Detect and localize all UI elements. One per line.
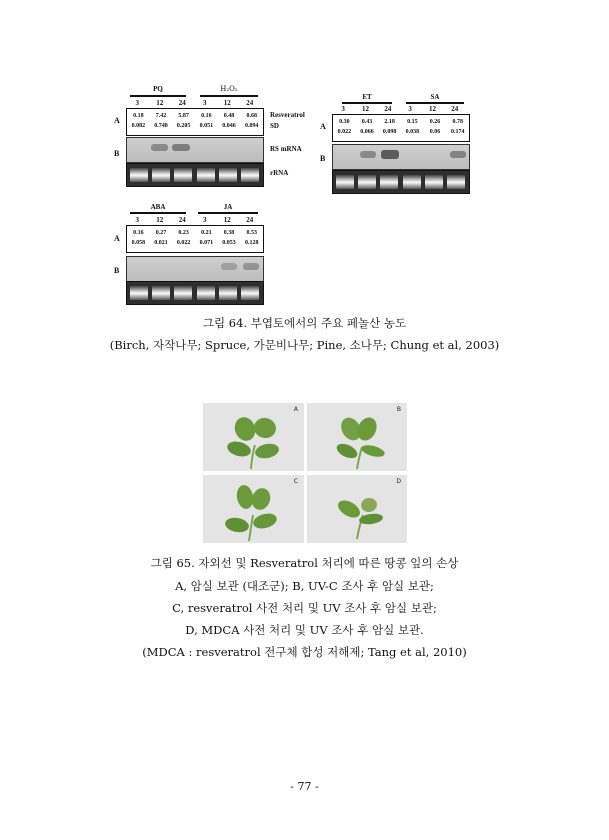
rs-mrna-band — [172, 144, 190, 151]
value-cell: 0.48 — [223, 113, 235, 119]
value-cell: 0.26 — [429, 119, 441, 125]
value-cell: 2.18 — [384, 119, 395, 125]
figure65-caption-line: A, 암실 보관 (대조군); B, UV-C 조사 후 암실 보관; — [175, 579, 434, 593]
value-cell: 0.68 — [246, 113, 257, 119]
group-underline — [198, 212, 258, 214]
leaf-photo-d — [307, 475, 407, 543]
time-label: 3 — [203, 99, 207, 107]
group-label-pq: PQ — [153, 85, 163, 93]
value-cell: 0.022 — [337, 129, 352, 135]
time-label: 3 — [408, 105, 412, 113]
time-label: 24 — [178, 99, 186, 107]
time-label: 12 — [361, 105, 369, 113]
value-cell: 0.021 — [154, 240, 168, 246]
time-labels — [126, 216, 261, 224]
photo-letter: C — [293, 478, 298, 485]
value-cell: 0.098 — [382, 129, 397, 135]
value-cell: 0.53 — [246, 230, 257, 236]
row-label-b: B — [114, 266, 120, 275]
group-underline — [342, 102, 392, 104]
value-cell: 0.38 — [223, 230, 235, 236]
value-cell: 0.066 — [360, 129, 374, 135]
time-label: 12 — [223, 216, 231, 224]
rs-mrna-band — [360, 151, 376, 158]
row-label-a: A — [114, 116, 120, 125]
photo-d — [307, 475, 407, 543]
value-cell: 0.21 — [201, 230, 212, 236]
time-label: 24 — [451, 105, 459, 113]
label-rs-mrna: RS mRNA — [270, 145, 302, 153]
value-cell: 0.071 — [199, 240, 214, 246]
rs-mrna-band — [221, 263, 237, 270]
value-cell: 0.16 — [201, 113, 212, 119]
group-label-et: ET — [362, 93, 372, 101]
value-cell: 0.78 — [452, 119, 463, 125]
value-cell: 0.053 — [222, 240, 236, 246]
figure65-caption-note: (MDCA : resveratrol 전구체 합성 저해제; Tang et al, 2010) — [142, 645, 467, 659]
sd-row — [127, 123, 263, 129]
row-label-a: A — [114, 234, 120, 243]
photo-a — [203, 403, 304, 471]
rrna-band — [174, 286, 192, 300]
time-label: 3 — [135, 99, 139, 107]
photo-letter: A — [293, 406, 298, 413]
figure65-photo-grid — [203, 403, 407, 543]
value-cell: 0.051 — [199, 123, 214, 129]
figure65-caption-line: C, resveratrol 사전 처리 및 UV 조사 후 암실 보관; — [172, 601, 437, 615]
rs-mrna-blot — [126, 137, 264, 163]
rrna-band — [425, 175, 443, 189]
time-label: 12 — [428, 105, 436, 113]
rrna-band — [358, 175, 376, 189]
time-label: 3 — [135, 216, 139, 224]
rs-mrna-band — [450, 151, 466, 158]
group-underline — [130, 95, 186, 97]
figure64-caption-title: 그림 64. 부엽토에서의 주요 페놀산 농도 — [202, 316, 407, 330]
photo-letter: B — [396, 406, 401, 413]
sd-row — [127, 240, 263, 246]
group-underline — [130, 212, 186, 214]
rrna-band — [174, 168, 192, 182]
label-rrna: rRNA — [270, 169, 289, 177]
rrna-band — [152, 168, 170, 182]
value-cell: 0.748 — [154, 123, 168, 129]
time-label: 12 — [156, 216, 164, 224]
value-cell: 5.87 — [178, 113, 189, 119]
rrna-band — [336, 175, 354, 189]
row-label-b: B — [320, 154, 326, 163]
page-number: - 77 - — [290, 780, 319, 793]
figure64-panel-pq-h2o2 — [112, 85, 322, 190]
time-label: 3 — [341, 105, 345, 113]
rrna-band — [241, 168, 259, 182]
rrna-band — [241, 286, 259, 300]
rrna-band — [152, 286, 170, 300]
group-underline — [406, 102, 464, 104]
value-cell: 0.094 — [244, 123, 259, 129]
time-label: 24 — [246, 99, 254, 107]
resveratrol-table — [332, 114, 470, 142]
rrna-gel — [332, 170, 470, 194]
photo-b — [307, 403, 407, 471]
rrna-band — [130, 168, 148, 182]
rs-mrna-band — [151, 144, 168, 151]
rs-mrna-band — [381, 150, 399, 159]
time-labels — [126, 99, 261, 107]
figure64-panel-aba-ja — [112, 203, 272, 303]
value-cell: 0.30 — [339, 119, 350, 125]
value-cell: 0.06 — [429, 129, 441, 135]
photo-c — [203, 475, 304, 543]
resveratrol-row — [127, 113, 263, 119]
value-cell: 0.27 — [155, 230, 167, 236]
time-label: 24 — [178, 216, 186, 224]
leaf-photo-c — [203, 475, 304, 543]
figure64-caption-note: (Birch, 자작나무; Spruce, 가문비나무; Pine, 소나무; Chung et al, 2003) — [109, 338, 500, 352]
value-cell: 7.42 — [155, 113, 167, 119]
resveratrol-row — [127, 230, 263, 236]
value-cell: 0.174 — [450, 129, 465, 135]
rs-mrna-band — [243, 263, 259, 270]
time-label: 12 — [156, 99, 164, 107]
value-cell: 0.022 — [176, 240, 191, 246]
group-label-ja: JA — [223, 203, 233, 211]
rrna-gel — [126, 281, 264, 305]
value-cell: 0.15 — [407, 119, 418, 125]
row-label-a: A — [320, 122, 326, 131]
value-cell: 0.058 — [131, 240, 146, 246]
group-label-h2o2: H₂O₂ — [220, 85, 238, 93]
time-labels — [332, 105, 466, 113]
rrna-band — [403, 175, 421, 189]
photo-letter: D — [396, 478, 401, 485]
value-cell: 0.18 — [133, 113, 144, 119]
value-cell: 0.43 — [361, 119, 373, 125]
rrna-band — [197, 168, 215, 182]
value-cell: 0.046 — [222, 123, 236, 129]
figure65-caption-line: D, MDCA 사전 처리 및 UV 조사 후 암실 보관. — [185, 623, 424, 637]
rrna-band — [447, 175, 465, 189]
label-resveratrol: Resveratrol — [270, 111, 305, 119]
label-sd: SD — [270, 122, 279, 130]
value-cell: 0.082 — [131, 123, 146, 129]
value-cell: 0.128 — [244, 240, 259, 246]
rrna-band — [380, 175, 398, 189]
rrna-gel — [126, 163, 264, 187]
value-cell: 0.16 — [133, 230, 144, 236]
group-label-aba: ABA — [150, 203, 166, 211]
rrna-band — [219, 168, 237, 182]
resveratrol-table — [126, 108, 264, 136]
rrna-band — [219, 286, 237, 300]
value-cell: 0.205 — [176, 123, 191, 129]
rrna-band — [197, 286, 215, 300]
rrna-band — [130, 286, 148, 300]
time-label: 12 — [223, 99, 231, 107]
time-label: 24 — [384, 105, 392, 113]
group-label-sa: SA — [430, 93, 440, 101]
value-cell: 0.23 — [178, 230, 189, 236]
leaf-photo-a — [203, 403, 304, 471]
sd-row — [333, 129, 469, 135]
rs-mrna-blot — [332, 144, 470, 170]
rs-mrna-blot — [126, 256, 264, 282]
figure64-panel-et-sa — [318, 93, 473, 193]
resveratrol-row — [333, 119, 469, 125]
figure65-caption-title: 그림 65. 자외선 및 Resveratrol 처리에 따른 땅콩 잎의 손상 — [150, 556, 459, 570]
time-label: 24 — [246, 216, 254, 224]
time-label: 3 — [203, 216, 207, 224]
group-underline — [200, 95, 258, 97]
resveratrol-table — [126, 225, 264, 253]
leaf-photo-b — [307, 403, 407, 471]
row-label-b: B — [114, 149, 120, 158]
value-cell: 0.038 — [405, 129, 420, 135]
